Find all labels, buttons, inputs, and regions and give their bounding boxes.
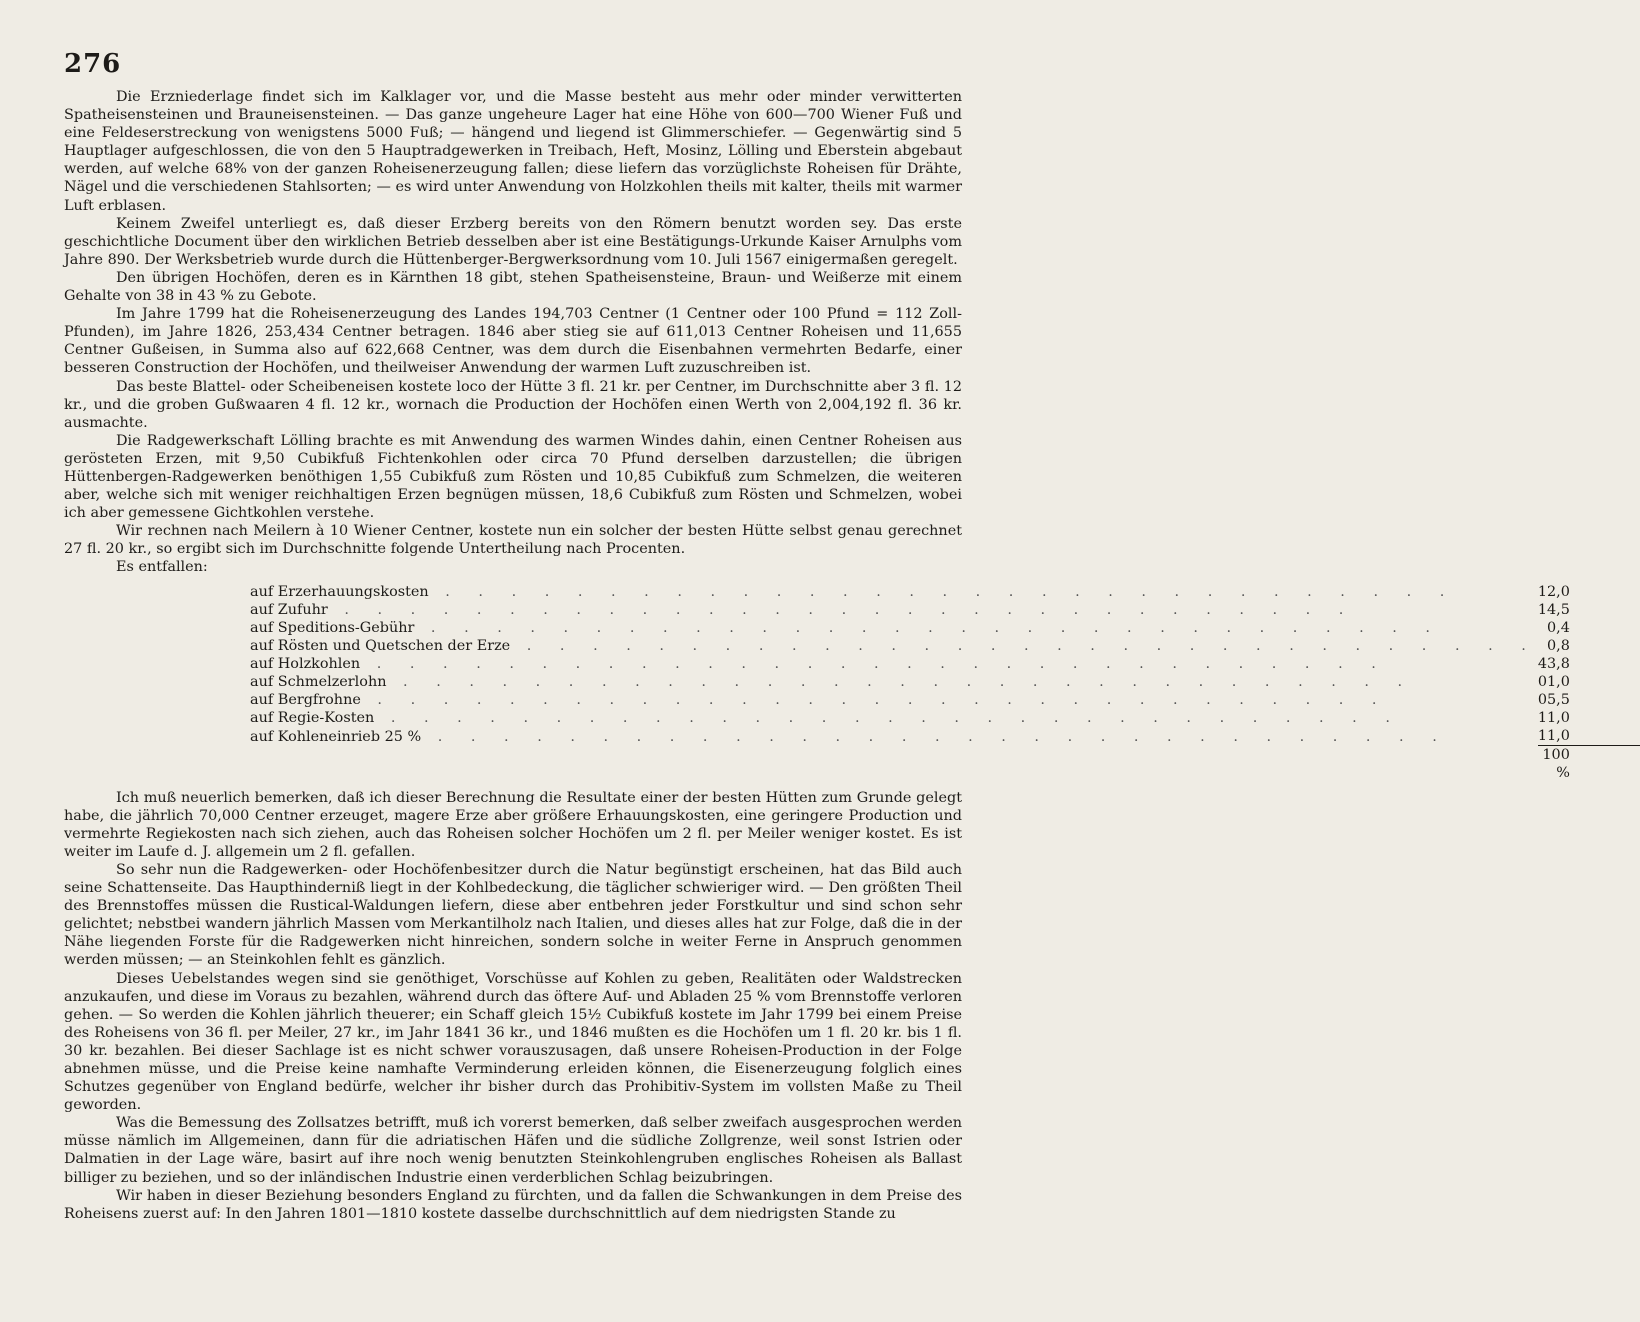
cost-total: 100 % — [1538, 746, 1640, 783]
table-row — [250, 637, 1640, 655]
body-text-before — [64, 88, 962, 577]
cost-value: 05,5 — [1537, 692, 1570, 709]
cost-value: 11,0 — [1537, 728, 1570, 745]
paragraph: Ich muß neuerlich bemerken, daß ich dieser Berechnung die Resultate einer der besten Hütten zum Grunde gelegt habe, die jährlich 70,000 Centner erzeuget, magere Erze aber größere Erhauungskosten, eine geringere Production und vermehrte Regiekosten nach sich ziehen, auch das Roheisen solcher Hochöfen um 2 fl. per Meiler weniger kostet. Es ist weiter im Laufe d. J. allgemein um 2 fl. gefallen. — [64, 789, 962, 860]
paragraph: So sehr nun die Radgewerken- oder Hochöfenbesitzer durch die Natur begünstigt erscheinen, hat das Bild auch seine Schattenseite. Das Haupthinderniß liegt in der Kohlbedeckung, die täglicher schwieriger wird. — Den größten Theil des Brennstoffes müssen die Rustical-Waldungen liefern, diese aber entbehren jeder Forstkultur und sind schon sehr gelichtet; nebstbei wandern jährlich Massen vom Merkantilholz nach Italien, und dieses alles hat zur Folge, daß die in der Nähe liegenden Forste für die Radgewerken nicht hinreichen, sondern solche in weiter Ferne in Anspruch genommen werden müssen; — an Steinkohlen fehlt es gänzlich. — [64, 861, 962, 969]
page-number: 276 — [64, 49, 122, 79]
paragraph: Keinem Zweifel unterliegt es, daß dieser Erzberg bereits von den Römern benutzt worden sey. Das erste geschichtliche Document über den wirklichen Betrieb desselben aber ist eine Bestätigungs-Urkunde Kaiser Arnulphs vom Jahre 890. Der Werksbetrieb wurde durch die Hüttenberger-Bergwerksordnung vom 10. Juli 1567 einigermaßen geregelt. — [64, 215, 962, 268]
cost-breakdown-table — [250, 583, 1640, 783]
table-row — [250, 691, 1640, 709]
paragraph: Was die Bemessung des Zollsatzes betrifft, muß ich vorerst bemerken, daß selber zweifach ausgesprochen werden müsse nämlich im Allgemeinen, dann für die adriatischen Häfen und die südliche Zollgrenze, weil sonst Istrien oder Dalmatien in der Lage wäre, basirt auf ihre noch wenig benutzten Steinkohlengruben englisches Roheisen als Ballast billiger zu beziehen, und so der inländischen Industrie einen verderblichen Schlag beizubringen. — [64, 1115, 962, 1186]
cost-value: 14,5 — [1537, 601, 1570, 618]
table-row — [250, 727, 1640, 746]
cost-label: auf Zufuhr . . . — [250, 601, 1538, 619]
cost-label: auf Schmelzerlohn . . . — [250, 673, 1538, 691]
paragraph: Dieses Uebelstandes wegen sind sie genöthiget, Vorschüsse auf Kohlen zu geben, Realitäten oder Waldstrecken anzukaufen, und diese im Voraus zu bezahlen, während durch das öftere Auf- und Abladen 25 % vom Brennstoffe verloren gehen. — So werden die Kohlen jährlich theuerer; ein Schaff gleich 15½ Cubikfuß kostete im Jahr 1799 bei einem Preise des Roheisens von 36 fl. per Meiler, 27 kr., im Jahr 1841 36 kr., und 1846 mußten es die Hochöfen um 1 fl. 20 kr. bis 1 fl. 30 kr. bezahlen. Bei dieser Sachlage ist es nicht schwer vorauszusagen, daß unsere Roheisen-Production in der Folge abnehmen müsse, und die Preise keine namhafte Verminderung erleiden können, die Eisenerzeugung folglich eines Schutzes gegenüber von England bedürfe, welcher ihr bisher durch das Prohibitiv-System im vollsten Maße zu Theil geworden. — [64, 970, 962, 1114]
table-row — [250, 619, 1640, 637]
paragraph: Den übrigen Hochöfen, deren es in Kärnthen 18 gibt, stehen Spatheisensteine, Braun- und Weißerze mit einem Gehalte von 38 in 43 % zu Gebote. — [64, 269, 962, 305]
paragraph: Die Radgewerkschaft Lölling brachte es mit Anwendung des warmen Windes dahin, einen Centner Roheisen aus gerösteten Erzen, mit 9,50 Cubikfuß Fichtenkohlen oder circa 70 Pfund derselben darzustellen; die übrigen Hüttenbergen-Radgewerken benöthigen 1,55 Cubikfuß zum Rösten und 10,85 Cubikfuß zum Schmelzen, die weiteren aber, welche sich mit weniger reichhaltigen Erzen begnügen müssen, 18,6 Cubikfuß zum Rösten und Schmelzen, wobei ich aber gemessene Gichtkohlen verstehe. — [64, 432, 962, 522]
cost-value: 12,0 — [1537, 583, 1570, 600]
cost-label: auf Speditions-Gebühr . . . — [250, 619, 1538, 637]
cost-label: auf Holzkohlen . . . — [250, 655, 1538, 673]
cost-value: 0,4 — [1546, 619, 1570, 636]
paragraph: Wir rechnen nach Meilern à 10 Wiener Centner, kostete nun ein solcher der besten Hütte selbst genau gerechnet 27 fl. 20 kr., so ergibt sich im Durchschnitte folgende Untertheilung nach Procenten. — [64, 523, 962, 558]
table-row — [250, 583, 1640, 601]
body-text-after — [64, 789, 962, 1223]
cost-value: 11,0 — [1537, 710, 1570, 727]
table-row — [250, 601, 1640, 619]
cost-value: 43,8 — [1537, 655, 1570, 672]
total-spacer — [250, 746, 1538, 783]
cost-label: auf Bergfrohne . . . — [250, 691, 1538, 709]
cost-value: 0,8 — [1546, 637, 1570, 654]
cost-value: 01,0 — [1537, 674, 1570, 690]
cost-label: auf Kohleneinrieb 25 % . . . — [250, 727, 1538, 746]
paragraph: Wir haben in dieser Beziehung besonders England zu fürchten, und da fallen die Schwankungen in dem Preise des Roheisens zuerst auf: In den Jahren 1801—1810 kostete dasselbe durchschnittlich auf dem niedrigsten Stande zu — [64, 1187, 962, 1222]
table-row — [250, 709, 1640, 727]
table-row — [250, 655, 1640, 673]
cost-label: auf Rösten und Quetschen der Erze . . . — [250, 637, 1538, 655]
table-intro: Es entfallen: — [116, 559, 208, 576]
cost-label: auf Erzerhauungskosten . . . — [250, 583, 1538, 601]
paragraph: Im Jahre 1799 hat die Roheisenerzeugung des Landes 194,703 Centner (1 Centner oder 100 Pfund = 112 Zoll-Pfunden), im Jahre 1826, 253,434 Centner betragen. 1846 aber stieg sie auf 611,013 Centner Roheisen und 11,655 Centner Gußeisen, in Summa also auf 622,668 Centner, was dem durch die Eisenbahnen vermehrten Bedarfe, einer besseren Construction der Hochöfen, und theilweiser Anwendung der warmen Luft zuzuschreiben ist. — [64, 306, 962, 377]
cost-label: auf Regie-Kosten . . . — [250, 709, 1538, 727]
paragraph: Das beste Blattel- oder Scheibeneisen kostete loco der Hütte 3 fl. 21 kr. per Centner, im Durchschnitte aber 3 fl. 12 kr., und die groben Gußwaaren 4 fl. 12 kr., wornach die Production der Hochöfen einen Werth von 2,004,192 fl. 36 kr. ausmachte. — [64, 378, 962, 431]
total-row — [250, 746, 1640, 783]
table-row — [250, 673, 1640, 691]
paragraph: Die Erzniederlage findet sich im Kalklager vor, und die Masse besteht aus mehr oder minder verwitterten Spatheisensteinen und Brauneisensteinen. — Das ganze ungeheure Lager hat eine Höhe von 600—700 Wiener Fuß und eine Feldeserstreckung von wenigstens 5000 Fuß; — hängend und liegend ist Glimmerschiefer. — Gegenwärtig sind 5 Hauptlager aufgeschlossen, die von den 5 Hauptradgewerken in Treibach, Heft, Mosinz, Lölling und Eberstein abgebaut werden, auf welche 68% von der ganzen Roheisenerzeugung fallen; diese liefern das vorzüglichste Roheisen für Drähte, Nägel und die verschiedenen Stahlsorten; — es wird unter Anwendung von Holzkohlen theils mit kalter, theils mit warmer Luft erblasen. — [64, 89, 962, 214]
